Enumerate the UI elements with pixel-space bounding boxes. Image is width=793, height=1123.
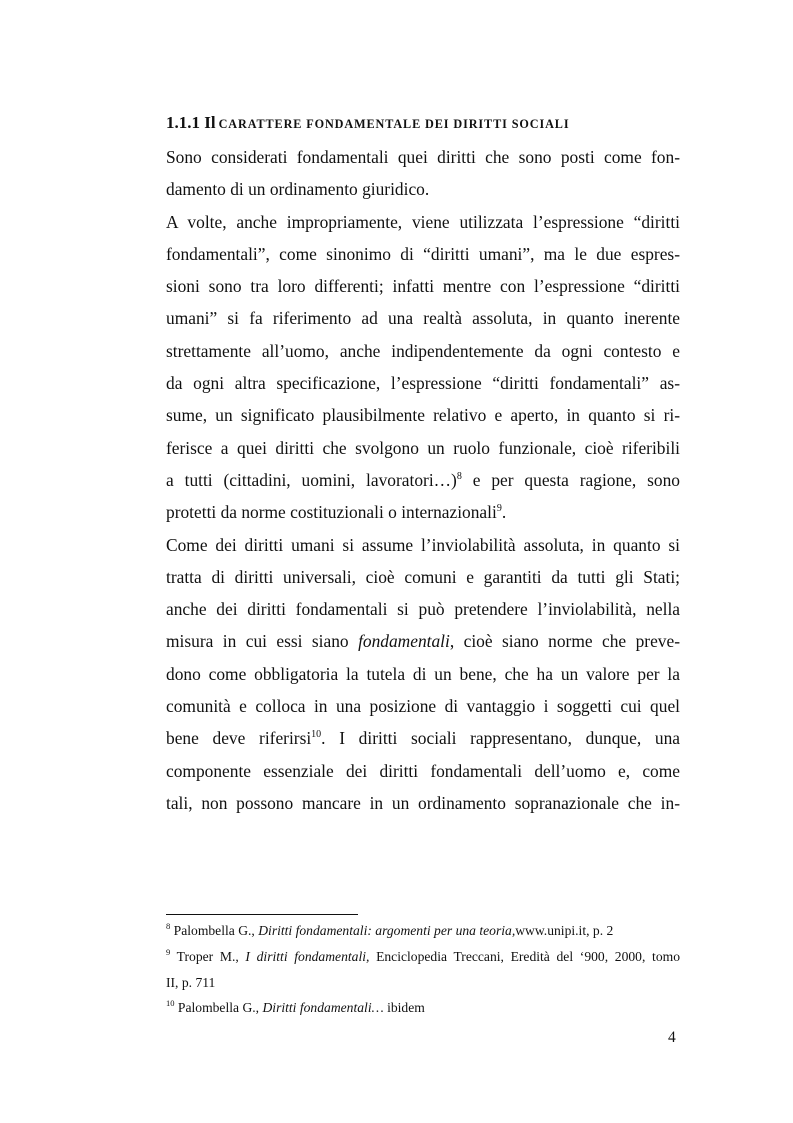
footnote-author: Palombella G.,	[174, 1000, 263, 1015]
text-line: da ogni altra specificazione, l’espressione “diritti fondamentali” as-	[166, 373, 680, 394]
text-line: damento di un ordinamento giuridico.	[166, 179, 430, 200]
text-line: anche dei diritti fondamentali si può pretendere l’inviolabilità, nella	[166, 599, 680, 620]
footnote-number: 10	[166, 998, 175, 1008]
footnote-author: Troper M.,	[170, 949, 246, 964]
text-fragment: misura in cui essi siano	[166, 631, 359, 652]
text-line	[166, 464, 680, 496]
footnote-source: Enciclopedia Treccani, Eredità del ‘900, 2000, tomo	[369, 949, 680, 964]
footnote-divider	[166, 914, 358, 915]
text-line: Sono considerati fondamentali quei diritti che sono posti come fon-	[166, 147, 680, 167]
footnote-number: 8	[166, 921, 171, 931]
text-line: ferisce a quei diritti che svolgono un ruolo funzionale, cioè riferibili	[166, 437, 680, 458]
footnote-title: Diritti fondamentali…	[262, 1000, 384, 1015]
footnote-source: www.unipi.it, p. 2	[515, 923, 614, 938]
emphasis-text: fondamentali	[358, 631, 450, 652]
footnote-number: 9	[166, 947, 171, 957]
text-line	[166, 625, 680, 657]
footnote-title: I diritti fondamentali,	[245, 949, 370, 964]
text-line: fondamentali”, come sinonimo di “diritti umani”, ma le due espres-	[166, 243, 680, 264]
body-text	[166, 141, 680, 819]
text-fragment: protetti da norme costituzionali o internazionali	[166, 502, 497, 523]
text-fragment: e per questa ragione, sono	[461, 469, 680, 490]
text-line	[166, 722, 680, 754]
section-number: 1.1.1 Il	[166, 113, 216, 132]
text-line: tali, non possono mancare in un ordinamento sopranazionale che in-	[166, 792, 680, 813]
text-line	[166, 496, 680, 528]
text-line: sioni sono tra loro differenti; infatti mentre con l’espressione “diritti	[166, 276, 680, 297]
footnote-line: II, p. 711	[166, 975, 216, 990]
text-fragment: a tutti (cittadini, uomini, lavoratori…)	[166, 469, 457, 490]
footnote-line	[166, 944, 680, 970]
text-line: Come dei diritti umani si assume l’inviolabilità assoluta, in quanto si	[166, 534, 680, 555]
footnote-8	[166, 918, 680, 944]
footnote-author: Palombella G.,	[170, 923, 259, 938]
footnote-source: ibidem	[383, 1000, 425, 1015]
footnote-ref-9[interactable]: 9	[496, 503, 502, 515]
section-title: CARATTERE FONDAMENTALE DEI DIRITTI SOCIALI	[218, 117, 570, 131]
footnote-ref-10[interactable]: 10	[311, 729, 322, 741]
text-line: sume, un significato plausibilmente relativo e aperto, in quanto si ri-	[166, 405, 680, 426]
text-fragment: , cioè siano norme che preve-	[449, 631, 680, 652]
footnote-10	[166, 995, 680, 1021]
text-line: tratta di diritti universali, cioè comuni e garantiti da tutti gli Stati;	[166, 566, 680, 587]
page-number: 4	[668, 1029, 676, 1046]
text-fragment: bene deve riferirsi	[166, 728, 312, 749]
footnote-ref-8[interactable]: 8	[456, 470, 462, 482]
footnote-9	[166, 944, 680, 996]
text-line: dono come obbligatoria la tutela di un bene, che ha un valore per la	[166, 663, 680, 684]
text-fragment: .	[501, 502, 507, 523]
text-fragment: . I diritti sociali rappresentano, dunque, una	[321, 728, 680, 749]
text-line: strettamente all’uomo, anche indipendentemente da ogni contesto e	[166, 340, 680, 361]
text-line: componente essenziale dei diritti fondamentali dell’uomo e, come	[166, 760, 680, 781]
footnote-title: Diritti fondamentali: argomenti per una teoria,	[258, 923, 516, 938]
text-line: umani” si fa riferimento ad una realtà assoluta, in quanto inerente	[166, 308, 680, 329]
section-heading	[166, 113, 569, 133]
text-line: comunità e colloca in una posizione di vantaggio i soggetti cui quel	[166, 696, 680, 717]
text-line: A volte, anche impropriamente, viene utilizzata l’espressione “diritti	[166, 211, 680, 232]
